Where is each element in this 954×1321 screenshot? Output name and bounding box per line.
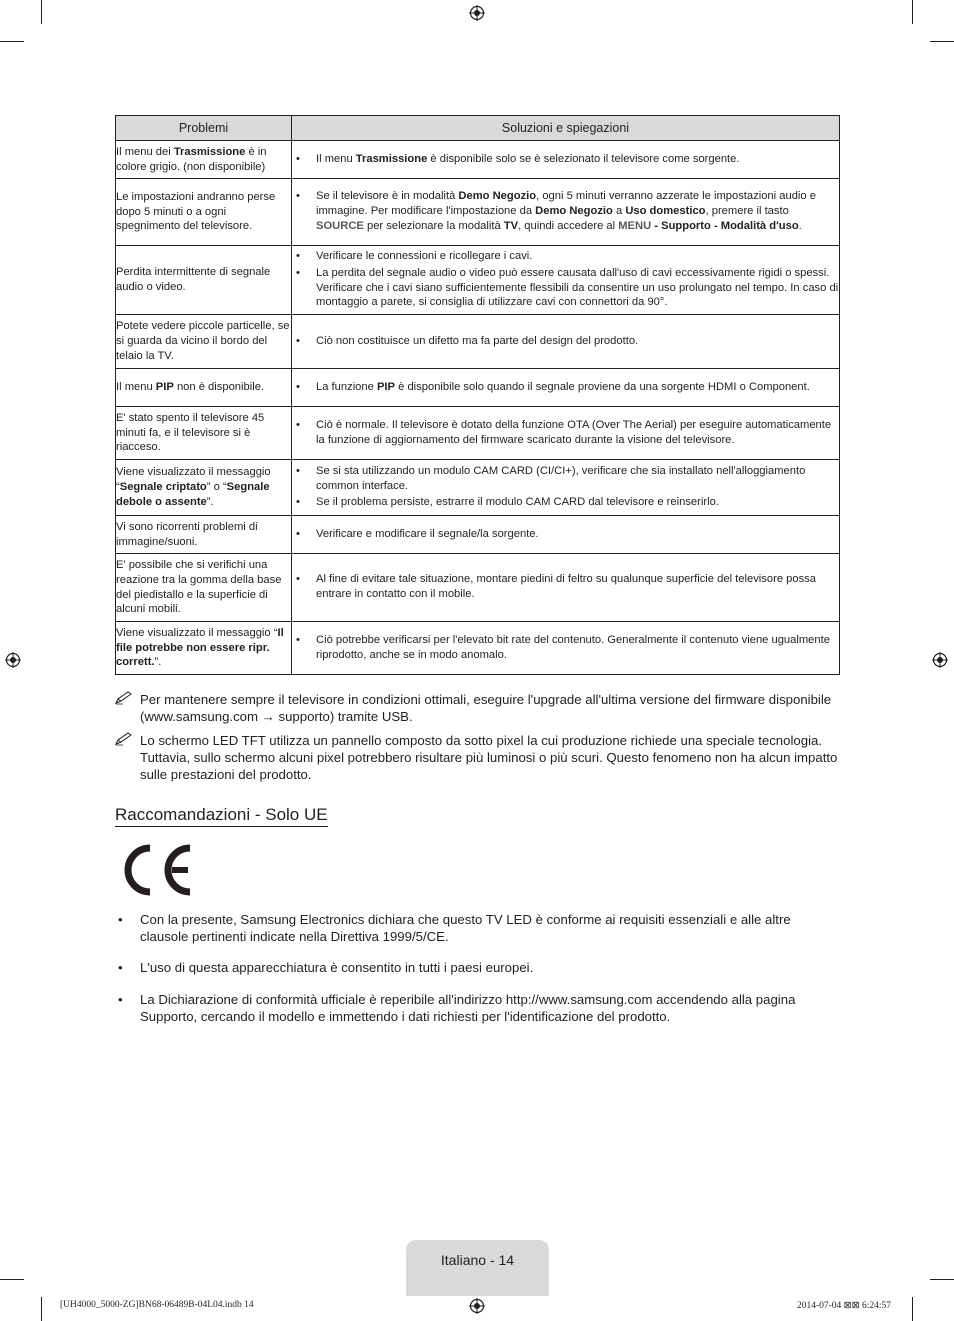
problem-cell: Le impostazioni andranno perse dopo 5 minuti o a ogni spegnimento del televisore. [116, 179, 292, 246]
table-row [116, 141, 840, 179]
crop-mark [930, 41, 954, 42]
problem-cell: Viene visualizzato il messaggio “Il file potrebbe non essere ripr. corrett.”. [116, 622, 292, 675]
table-row [116, 460, 840, 516]
solution-cell: • Verificare e modificare il segnale/la sorgente. [292, 516, 840, 554]
solution-cell: • Ciò è normale. Il televisore è dotato della funzione OTA (Over The Aerial) per eseguire automaticamente la funzione di aggiornamento del firmware scaricato durante la visione del televisore. [292, 407, 840, 460]
table-row [116, 554, 840, 622]
problem-cell: Potete vedere piccole particelle, se si guarda da vicino il bordo del telaio la TV. [116, 315, 292, 369]
crop-mark [0, 1279, 24, 1280]
problem-cell: Il menu dei Trasmissione è in colore grigio. (non disponibile) [116, 141, 292, 179]
list-item-text: Con la presente, Samsung Electronics dichiara che questo TV LED è conforme ai requisiti essenziali e alle altre clausole pertinenti indicate nella Direttiva 1999/5/CE. [140, 912, 791, 944]
page-label: Italiano - 14 [440, 1252, 515, 1268]
solution-cell: • Al fine di evitare tale situazione, montare piedini di feltro su qualunque superficie del televisore possa entrare in contatto con il mobile. [292, 554, 840, 622]
note-text: Lo schermo LED TFT utilizza un pannello composto da sotto pixel la cui produzione richiede una speciale tecnologia. Tuttavia, sullo schermo alcuni pixel potrebbero risultare più luminosi o più scuri. Questo fenomeno non ha alcun impatto sulle prestazioni del prodotto. [140, 733, 838, 782]
table-row [116, 246, 840, 315]
registration-mark-icon [5, 652, 21, 668]
solution-cell: • La funzione PIP è disponibile solo quando il segnale proviene da una sorgente HDMI o Component. [292, 369, 840, 407]
crop-mark [930, 1279, 954, 1280]
problem-cell: Viene visualizzato il messaggio “Segnale criptato” o “Segnale debole o assente”. [116, 460, 292, 516]
problem-cell: E' possibile che si verifichi una reazione tra la gomma della base del piedistallo e la superficie di alcuni mobili. [116, 554, 292, 622]
header-solutions: Soluzioni e spiegazioni [292, 116, 840, 141]
registration-mark-icon [932, 652, 948, 668]
pencil-note-icon [115, 691, 135, 709]
pencil-note-icon [115, 732, 135, 750]
note-text: Per mantenere sempre il televisore in condizioni ottimali, eseguire l'upgrade all'ultima versione del firmware disponibile (www.samsung.com → supporto) tramite USB. [140, 692, 832, 724]
crop-mark [912, 0, 913, 24]
ce-mark-logo [120, 843, 196, 897]
list-item: • La Dichiarazione di conformità ufficiale è reperibile all'indirizzo http://www.samsung.com accendendo alla pagina Supporto, cercando il modello e immettendo i dati richiesti per l'identificazione del prodotto. [115, 991, 839, 1027]
table-row [116, 516, 840, 554]
solution-cell: • Il menu Trasmissione è disponibile solo se è selezionato il televisore come sorgente. [292, 141, 840, 179]
solution-cell: • Se il televisore è in modalità Demo Negozio, ogni 5 minuti verranno azzerate le impostazioni audio e immagine. Per modificare l'impostazione da Demo Negozio a Uso domestico, premere il tasto SOURCE per selezionare la modalità TV, quindi accedere al MENU - Supporto - Modalità d'uso. [292, 179, 840, 246]
page-number-tab [406, 1240, 549, 1296]
table-row [116, 315, 840, 369]
problem-cell: Il menu PIP non è disponibile. [116, 369, 292, 407]
registration-mark-icon [469, 5, 485, 21]
crop-mark [41, 0, 42, 24]
list-item: • L'uso di questa apparecchiatura è consentito in tutti i paesi europei. [115, 959, 839, 977]
list-item: • Con la presente, Samsung Electronics dichiara che questo TV LED è conforme ai requisiti essenziali e alle altre clausole pertinenti indicate nella Direttiva 1999/5/CE. [115, 911, 839, 947]
table-header-row [116, 116, 840, 141]
table-row [116, 369, 840, 407]
solution-cell: • Ciò potrebbe verificarsi per l'elevato bit rate del contenuto. Generalmente il contenuto viene ugualmente riprodotto, anche se in modo anomalo. [292, 622, 840, 675]
list-item-text: L'uso di questa apparecchiatura è consentito in tutti i paesi europei. [140, 960, 534, 975]
solution-cell: • Ciò non costituisce un difetto ma fa parte del design del prodotto. [292, 315, 840, 369]
note-firmware [115, 691, 839, 727]
note-led-panel [115, 732, 839, 786]
list-item-text: La Dichiarazione di conformità ufficiale è reperibile all'indirizzo http://www.samsung.com accendendo alla pagina Supporto, cercando il modello e immettendo i dati richiesti per l'identificazione del prodotto. [140, 992, 796, 1024]
table-row [116, 179, 840, 246]
troubleshooting-table [115, 115, 840, 675]
crop-mark [41, 1297, 42, 1321]
registration-mark-icon [469, 1298, 485, 1314]
section-title: Raccomandazioni - Solo UE [115, 804, 328, 827]
table-row [116, 622, 840, 675]
crop-mark [0, 41, 24, 42]
problem-cell: Vi sono ricorrenti problemi di immagine/suoni. [116, 516, 292, 554]
table-row [116, 407, 840, 460]
problem-cell: E' stato spento il televisore 45 minuti fa, e il televisore si è riacceso. [116, 407, 292, 460]
solution-cell: • Se si sta utilizzando un modulo CAM CARD (CI/CI+), verificare che sia installato nell'alloggiamento common interface. • Se il problema persiste, estrarre il modulo CAM CARD dal televisore e reinserirlo. [292, 460, 840, 516]
header-problems: Problemi [116, 116, 292, 141]
solution-cell: • Verificare le connessioni e ricollegare i cavi. • La perdita del segnale audio o video può essere causata dall'uso di cavi eccessivamente rigidi o spessi. Verificare che i cavi siano sufficientemente flessibili da consentire un uso prolungato nel tempo. In caso di montaggio a parete, si consiglia di utilizzare cavi con connettori da 90°. [292, 246, 840, 315]
footer-timestamp: 2014-07-04 ⊠⊠ 6:24:57 [796, 1301, 891, 1311]
footer-filename: [UH4000_5000-ZG]BN68-06489B-04L04.indb 14 [60, 1300, 254, 1310]
problem-cell: Perdita intermittente di segnale audio o video. [116, 246, 292, 315]
crop-mark [912, 1297, 913, 1321]
